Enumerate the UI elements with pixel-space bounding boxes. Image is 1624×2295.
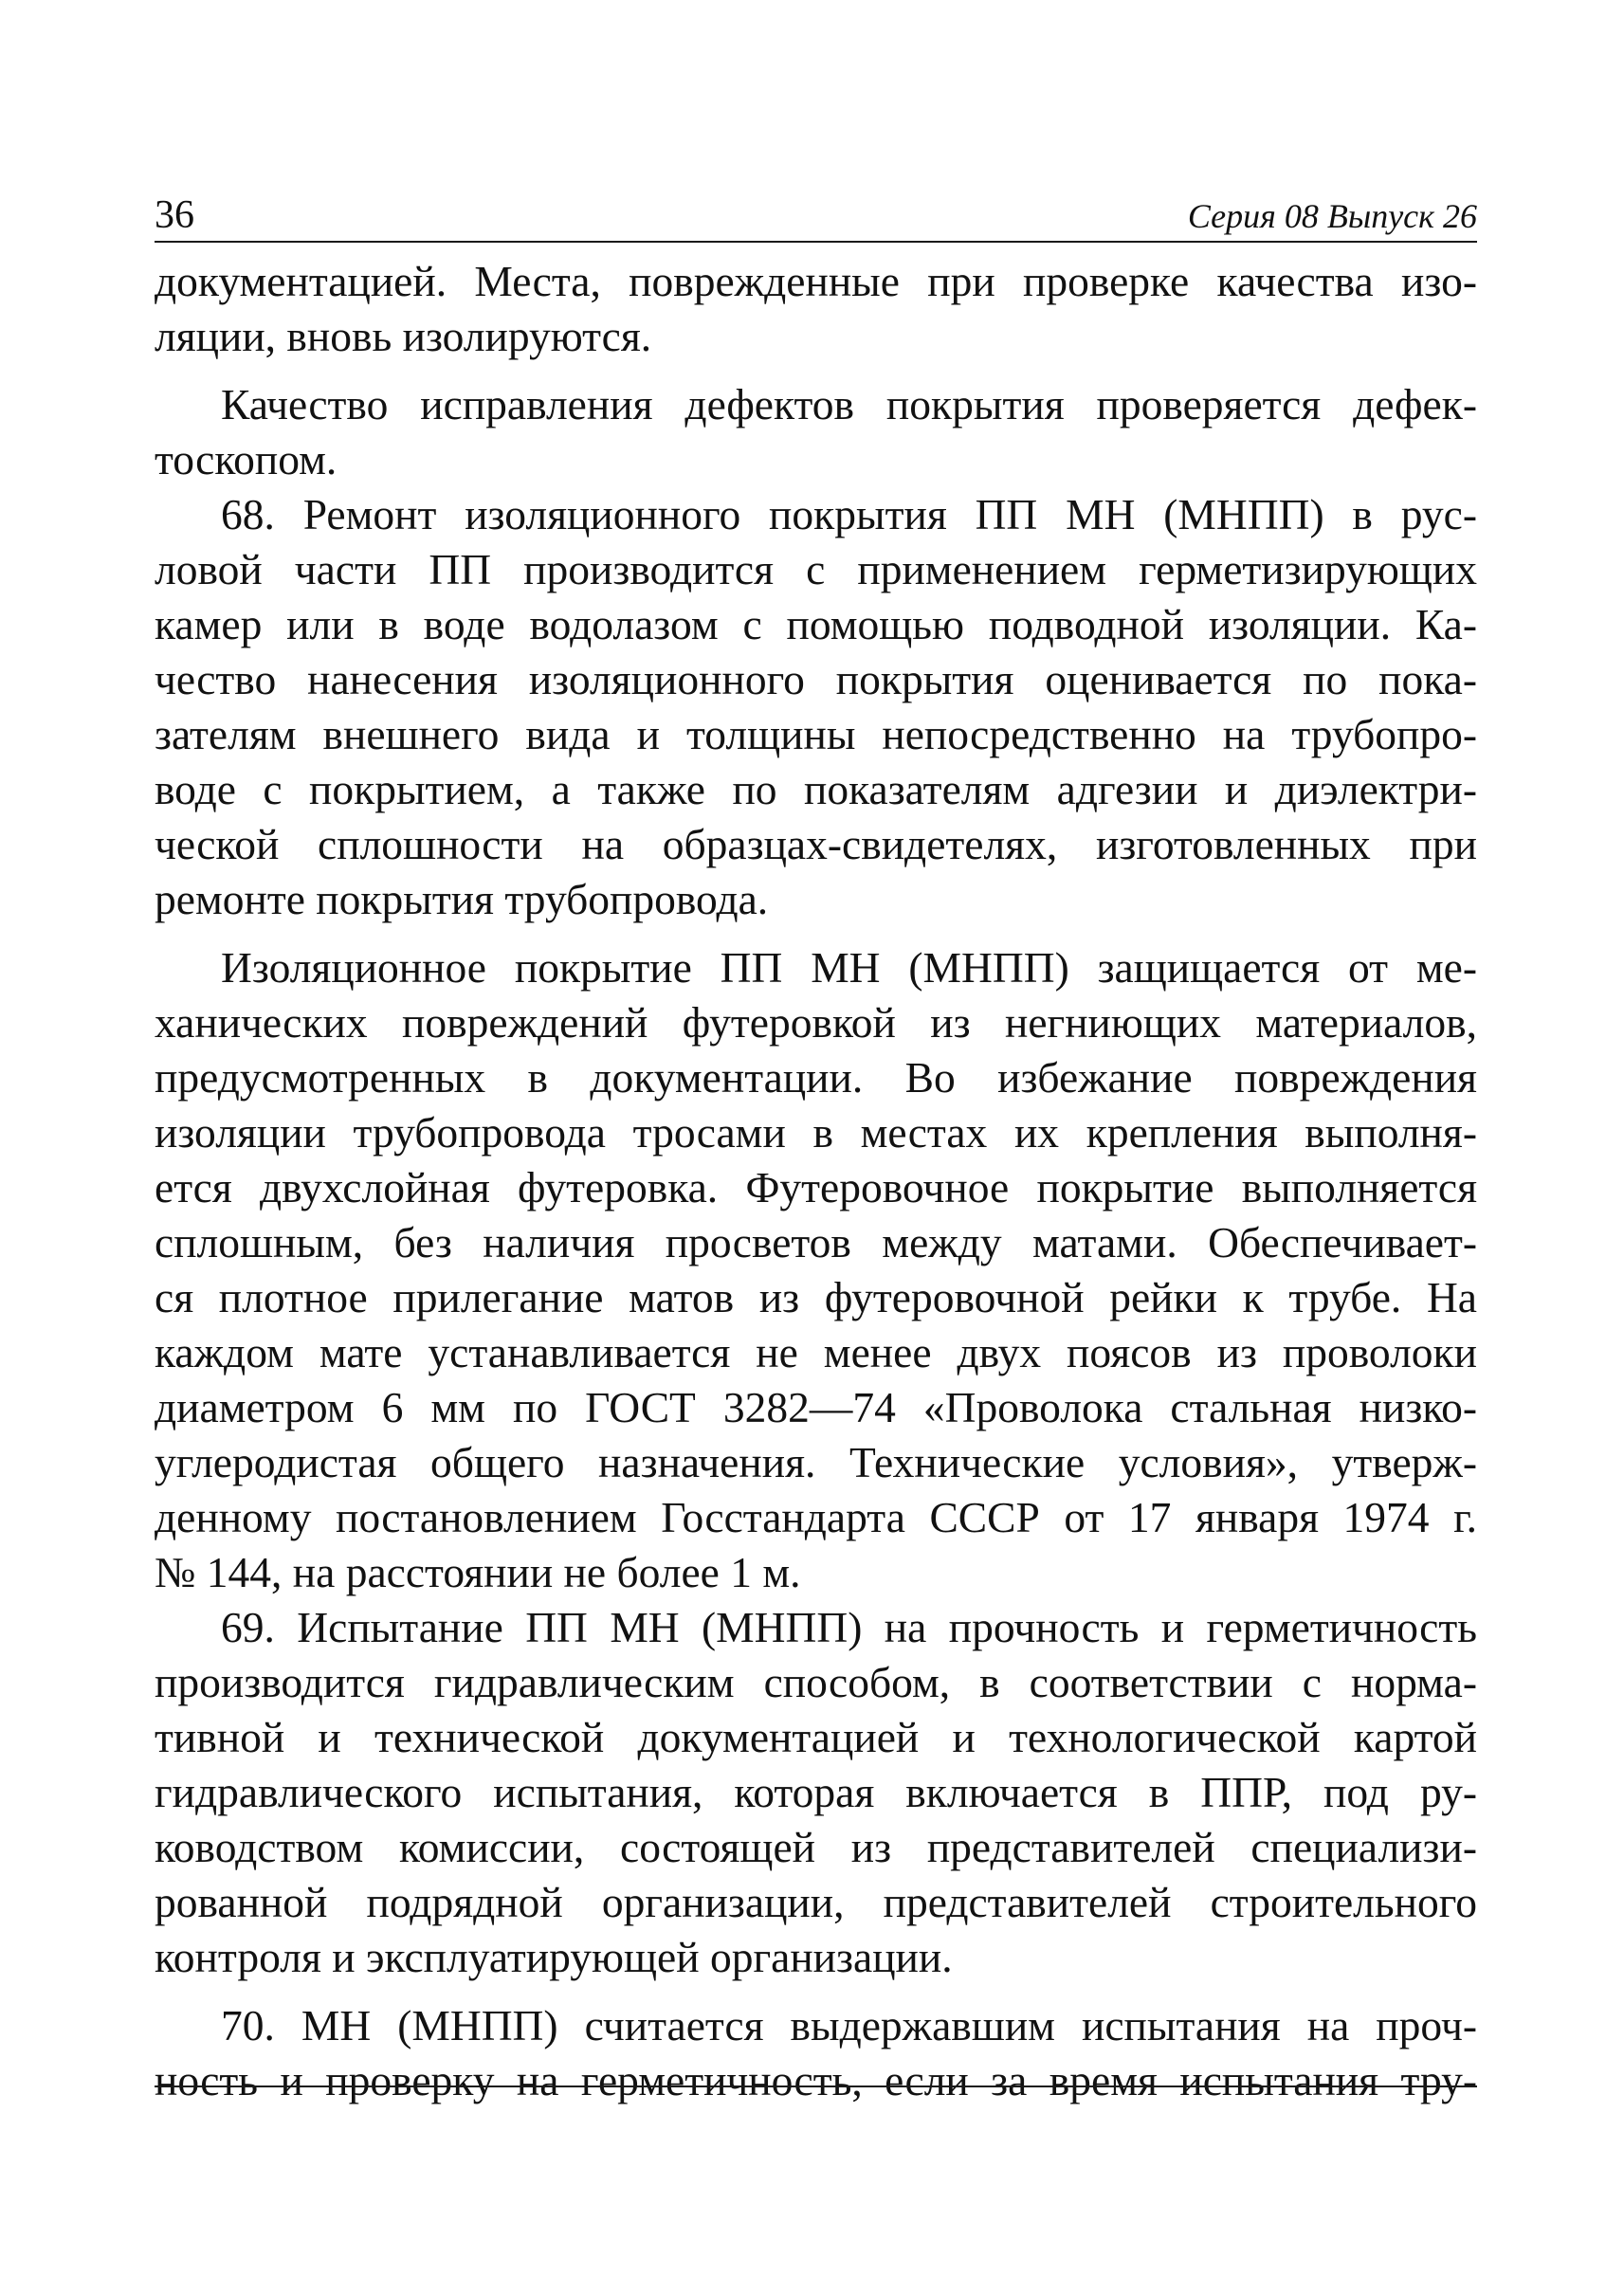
series-title: Серия 08 Выпуск 26 [1187,197,1477,235]
footer-rule [155,2086,1477,2087]
text-line: денному постановлением Госстандарта СССР от 17 января 1974 г. [155,1493,1477,1541]
text-line: ется двухслойная футеровка. Футеровочное покрытие выполняется [155,1163,1477,1211]
text-line: ность и проверку на герметичность, если за время испытания тру- [155,2056,1477,2104]
text-line: ческой сплошности на образцах-свидетелях, изготовленных при [155,820,1477,868]
text-line: каждом мате устанавливается не менее двух поясов из проволоки [155,1328,1477,1376]
text-line: 70. МН (МНПП) считается выдержавшим испытания на проч- [221,2001,1477,2049]
body-text [155,254,1477,2108]
text-line: документацией. Места, поврежденные при проверке качества изо- [155,257,1477,305]
text-line: ловой части ПП производится с применением герметизирующих [155,545,1477,593]
text-line: контроля и эксплуатирующей организации. [155,1933,953,1981]
text-line: гидравлического испытания, которая включается в ППР, под ру- [155,1768,1477,1816]
text-line: Качество исправления дефектов покрытия проверяется дефек- [221,380,1477,428]
text-line: диаметром 6 мм по ГОСТ 3282—74 «Проволока стальная низко- [155,1383,1477,1431]
text-line: сплошным, без наличия просветов между матами. Обеспечивает- [155,1218,1477,1266]
text-line: ремонте покрытия трубопровода. [155,875,769,923]
text-line: воде с покрытием, а также по показателям адгезии и диэлектри- [155,765,1477,813]
text-line: ководством комиссии, состоящей из представителей специализи- [155,1823,1477,1871]
text-line: 68. Ремонт изоляционного покрытия ПП МН (МНПП) в рус- [221,490,1477,538]
text-line: производится гидравлическим способом, в соответствии с норма- [155,1658,1477,1706]
text-line: чество нанесения изоляционного покрытия оценивается по пока- [155,655,1477,703]
text-line: камер или в воде водолазом с помощью подводной изоляции. Ка- [155,600,1477,648]
text-line: Изоляционное покрытие ПП МН (МНПП) защищается от ме- [221,943,1477,992]
text-line: углеродистая общего назначения. Технические условия», утверж- [155,1438,1477,1486]
text-line: тивной и технической документацией и технологической картой [155,1713,1477,1761]
page-header [155,186,1477,243]
text-line: предусмотренных в документации. Во избежание повреждения [155,1053,1477,1102]
text-line: рованной подрядной организации, представителей строительного [155,1878,1477,1926]
text-line: ляции, вновь изолируются. [155,312,652,360]
text-line: ся плотное прилегание матов из футеровочной рейки к трубе. На [155,1273,1477,1321]
text-line: 69. Испытание ПП МН (МНПП) на прочность и герметичность [221,1603,1477,1651]
text-line: изоляции трубопровода тросами в местах их крепления выполня- [155,1108,1477,1157]
text-line: ханических повреждений футеровкой из негниющих материалов, [155,998,1477,1047]
page-number: 36 [155,193,194,237]
text-line: зателям внешнего вида и толщины непосредственно на трубопро- [155,710,1477,758]
text-line: тоскопом. [155,435,338,483]
text-line: № 144, на расстоянии не более 1 м. [155,1548,801,1596]
